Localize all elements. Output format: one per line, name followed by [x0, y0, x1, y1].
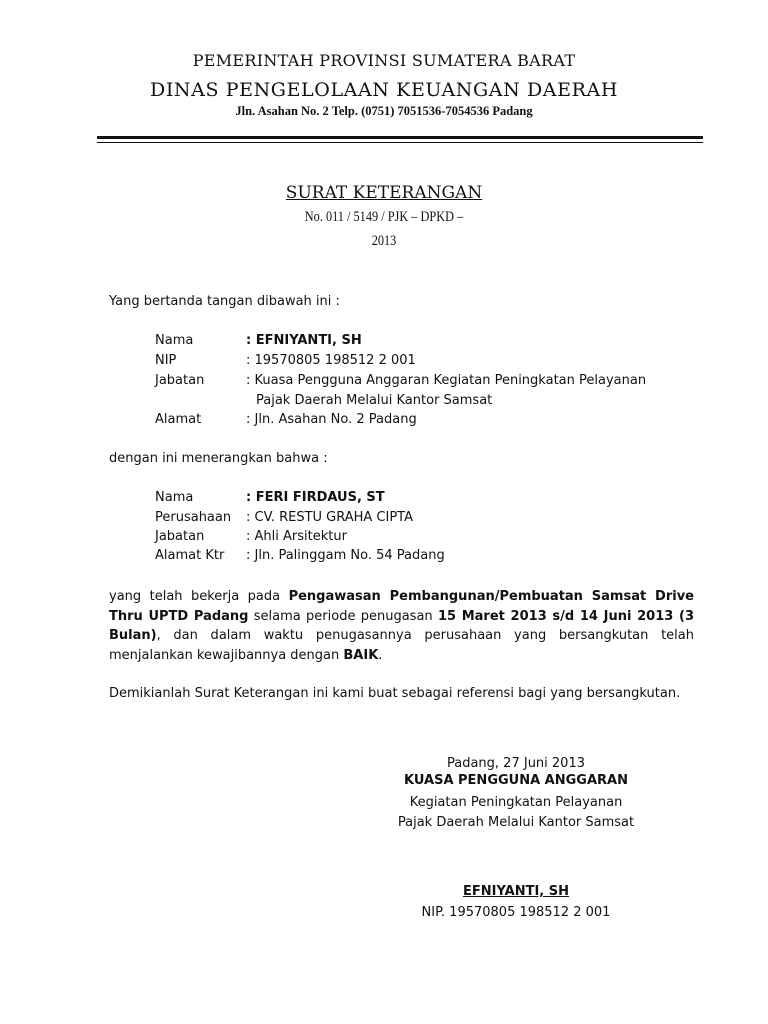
- signature-nip: NIP. 19570805 198512 2 001: [421, 905, 611, 920]
- letterhead-address: Jln. Asahan No. 2 Telp. (0751) 7051536-7054536 Padang: [235, 104, 533, 118]
- project-name: Pengawasan Pembangunan/Pembuatan Samsat Drive Thru UPTD Padang: [109, 589, 694, 624]
- letterhead-government: PEMERINTAH PROVINSI SUMATERA BARAT: [192, 51, 576, 70]
- signature-place-date: Padang, 27 Juni 2013: [446, 756, 585, 771]
- subject-address-value: : Jln. Palinggam No. 54 Padang: [246, 548, 445, 563]
- body-paragraph: [109, 587, 694, 665]
- letterhead-rule-thin: [97, 142, 703, 143]
- subject-name-label: Nama: [155, 490, 194, 505]
- signer-address-value: : Jln. Asahan No. 2 Padang: [246, 412, 417, 427]
- body-text-part2: selama periode penugasan: [248, 608, 438, 624]
- subject-company-value: : CV. RESTU GRAHA CIPTA: [246, 510, 414, 525]
- signer-nip-value: : 19570805 198512 2 001: [246, 353, 416, 368]
- body-text-part4: .: [378, 647, 383, 663]
- subject-company-label: Perusahaan: [155, 510, 232, 525]
- signer-position-value-cont: Pajak Daerah Melalui Kantor Samsat: [256, 393, 493, 408]
- statement-intro: dengan ini menerangkan bahwa :: [109, 451, 328, 466]
- signer-name-label: Nama: [155, 333, 194, 348]
- intro-text: Yang bertanda tangan dibawah ini :: [109, 294, 340, 309]
- signer-name-value: : EFNIYANTI, SH: [246, 333, 362, 348]
- closing-sentence: Demikianlah Surat Keterangan ini kami buat sebagai referensi bagi yang bersangkutan.: [109, 686, 681, 701]
- letterhead-rule-thick: [97, 136, 703, 139]
- signature-name: EFNIYANTI, SH: [463, 884, 569, 899]
- subject-position-value: : Ahli Arsitektur: [246, 529, 347, 544]
- signer-nip-label: NIP: [155, 353, 177, 368]
- subject-address-label: Alamat Ktr: [155, 548, 225, 563]
- signer-position-value: : Kuasa Pengguna Anggaran Kegiatan Peningkatan Pelayanan: [246, 373, 647, 388]
- subject-name-value: : FERI FIRDAUS, ST: [246, 490, 385, 505]
- body-text-part1: yang telah bekerja pada: [109, 589, 289, 604]
- performance-status: BAIK: [343, 647, 379, 663]
- document-number-year: 2013: [371, 233, 397, 249]
- signature-unit-line1: Kegiatan Peningkatan Pelayanan: [409, 795, 623, 810]
- signer-position-label: Jabatan: [155, 373, 205, 388]
- signature-role: KUASA PENGGUNA ANGGARAN: [404, 773, 628, 788]
- signer-address-label: Alamat: [155, 412, 202, 427]
- body-text-part3: , dan dalam waktu penugasannya perusahaan yang bersangkutan telah menjalankan kewajibannya dengan: [109, 628, 694, 663]
- document-title: SURAT KETERANGAN: [285, 183, 483, 203]
- assignment-period: 15 Maret 2013 s/d 14 Juni 2013 (3 Bulan): [109, 608, 694, 643]
- subject-position-label: Jabatan: [155, 529, 205, 544]
- document-number: No. 011 / 5149 / PJK – DPKD –: [304, 209, 464, 225]
- letterhead-agency: DINAS PENGELOLAAN KEUANGAN DAERAH: [149, 79, 618, 101]
- signature-unit-line2: Pajak Daerah Melalui Kantor Samsat: [397, 815, 635, 830]
